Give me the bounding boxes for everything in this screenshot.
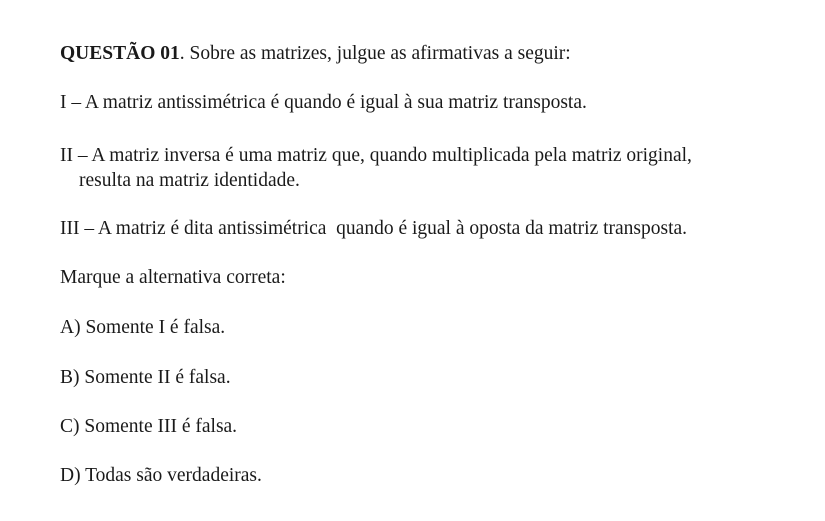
statement-1: I – A matriz antissimétrica é quando é igual à sua matriz transposta. bbox=[60, 92, 587, 113]
question-heading bbox=[60, 42, 571, 66]
option-d: D) Todas são verdadeiras. bbox=[60, 465, 262, 486]
option-a: A) Somente I é falsa. bbox=[60, 317, 226, 338]
option-c: C) Somente III é falsa. bbox=[60, 416, 238, 437]
statement-2-line-2: resulta na matriz identidade. bbox=[79, 170, 300, 191]
statement-2-line-1: II – A matriz inversa é uma matriz que, quando multiplicada pela matriz original, bbox=[60, 145, 692, 166]
question-prompt: . Sobre as matrizes, julgue as afirmativas a seguir: bbox=[179, 43, 571, 64]
statement-3: III – A matriz é dita antissimétrica quando é igual à oposta da matriz transposta. bbox=[60, 218, 688, 239]
instruction-text: Marque a alternativa correta: bbox=[60, 267, 286, 288]
option-b: B) Somente II é falsa. bbox=[60, 367, 231, 388]
question-label: QUESTÃO 01 bbox=[60, 43, 180, 64]
